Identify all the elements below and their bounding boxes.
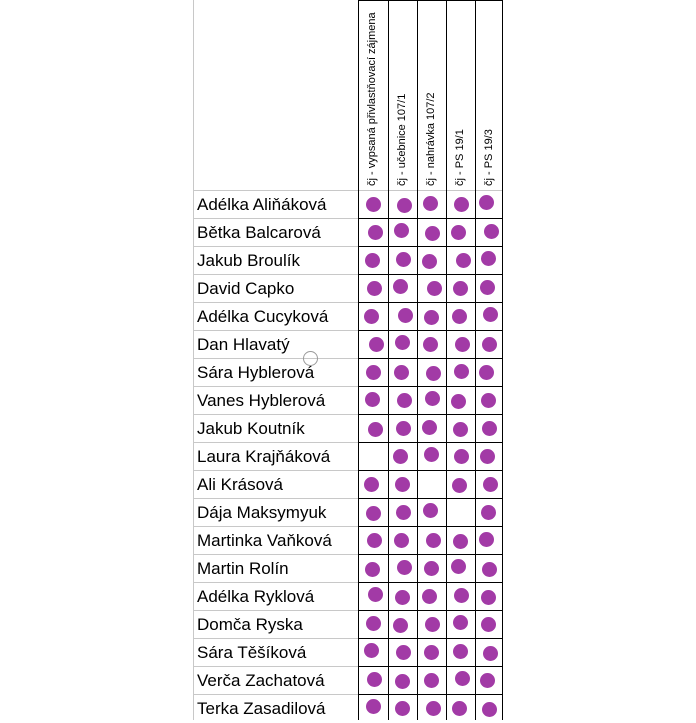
- completion-dot: [452, 309, 467, 324]
- completion-dot: [365, 253, 380, 268]
- student-name: David Capko: [197, 279, 295, 298]
- completion-dot: [368, 587, 383, 602]
- completion-dot: [397, 393, 412, 408]
- completion-dot: [453, 644, 468, 659]
- completion-dot: [364, 309, 379, 324]
- student-name: Martin Rolín: [197, 559, 289, 578]
- attendance-grid: [193, 0, 503, 720]
- completion-dot: [367, 672, 382, 687]
- completion-dot: [365, 392, 380, 407]
- column-header: čj - vypsaná přivlastňovací zájmena: [366, 12, 378, 186]
- column-header: čj - nahrávka 107/2: [425, 92, 437, 186]
- completion-dot: [452, 701, 467, 716]
- completion-dot: [396, 645, 411, 660]
- student-name: Dan Hlavatý: [197, 335, 290, 354]
- completion-dot: [480, 673, 495, 688]
- completion-dot: [422, 420, 437, 435]
- completion-dot: [456, 253, 471, 268]
- column-header: čj - učebnice 107/1: [396, 93, 408, 186]
- completion-dot: [479, 532, 494, 547]
- student-name: Ali Krásová: [197, 475, 283, 494]
- student-name: Laura Krajňáková: [197, 447, 331, 466]
- completion-dot: [481, 590, 496, 605]
- completion-dot: [367, 533, 382, 548]
- completion-dot: [393, 449, 408, 464]
- student-name: Jakub Koutník: [197, 419, 305, 438]
- student-name: Adélka Aliňáková: [197, 195, 327, 214]
- completion-dot: [482, 702, 497, 717]
- completion-dot: [484, 224, 499, 239]
- student-name: Terka Zasadilová: [197, 699, 326, 718]
- completion-dot: [454, 588, 469, 603]
- completion-dot: [424, 310, 439, 325]
- completion-dot: [453, 534, 468, 549]
- completion-dot: [368, 225, 383, 240]
- completion-dot: [367, 281, 382, 296]
- completion-dot: [482, 337, 497, 352]
- completion-dot: [427, 281, 442, 296]
- completion-dot: [480, 280, 495, 295]
- completion-dot: [365, 562, 380, 577]
- student-name: Dája Maksymyuk: [197, 503, 327, 522]
- completion-dot: [481, 617, 496, 632]
- student-name: Adélka Ryklová: [197, 587, 315, 606]
- student-name: Adélka Cucyková: [197, 307, 329, 326]
- completion-dot: [479, 365, 494, 380]
- completion-dot: [396, 252, 411, 267]
- student-name: Sára Hyblerová: [197, 363, 315, 382]
- completion-dot: [366, 197, 381, 212]
- student-name: Bětka Balcarová: [197, 223, 321, 242]
- completion-dot: [455, 337, 470, 352]
- completion-dot: [424, 673, 439, 688]
- completion-dot: [424, 561, 439, 576]
- completion-dot: [423, 337, 438, 352]
- completion-dot: [398, 308, 413, 323]
- completion-dot: [426, 533, 441, 548]
- completion-dot: [426, 366, 441, 381]
- completion-dot: [396, 505, 411, 520]
- student-name: Sára Těšíková: [197, 643, 307, 662]
- completion-dot: [482, 421, 497, 436]
- completion-dot: [366, 616, 381, 631]
- completion-dot: [394, 365, 409, 380]
- cursor-ring-icon: [303, 351, 318, 366]
- student-name: Domča Ryska: [197, 615, 303, 634]
- completion-dot: [423, 196, 438, 211]
- completion-dot: [454, 197, 469, 212]
- completion-dot: [483, 646, 498, 661]
- completion-dot: [454, 364, 469, 379]
- completion-dot: [422, 254, 437, 269]
- completion-dot: [454, 449, 469, 464]
- column-header: čj - PS 19/3: [483, 129, 495, 186]
- completion-dot: [395, 477, 410, 492]
- student-name: Verča Zachatová: [197, 671, 325, 690]
- column-header: čj - PS 19/1: [454, 129, 466, 186]
- completion-dot: [451, 225, 466, 240]
- completion-dot: [395, 701, 410, 716]
- completion-dot: [394, 533, 409, 548]
- completion-dot: [396, 421, 411, 436]
- completion-dot: [393, 618, 408, 633]
- completion-dot: [481, 393, 496, 408]
- completion-dot: [425, 617, 440, 632]
- completion-dot: [364, 477, 379, 492]
- completion-dot: [397, 560, 412, 575]
- completion-dot: [481, 505, 496, 520]
- student-name: Jakub Broulík: [197, 251, 300, 270]
- completion-dot: [483, 477, 498, 492]
- completion-dot: [366, 506, 381, 521]
- completion-dot: [480, 449, 495, 464]
- completion-dot: [397, 198, 412, 213]
- completion-dot: [369, 337, 384, 352]
- completion-dot: [368, 422, 383, 437]
- student-name: Vanes Hyblerová: [197, 391, 326, 410]
- completion-dot: [426, 701, 441, 716]
- completion-dot: [424, 645, 439, 660]
- completion-dot: [453, 281, 468, 296]
- completion-dot: [366, 365, 381, 380]
- completion-dot: [364, 643, 379, 658]
- completion-dot: [395, 674, 410, 689]
- completion-dot: [366, 699, 381, 714]
- student-name: Martinka Vaňková: [197, 531, 332, 550]
- completion-dot: [422, 589, 437, 604]
- completion-dot: [452, 478, 467, 493]
- completion-dot: [453, 422, 468, 437]
